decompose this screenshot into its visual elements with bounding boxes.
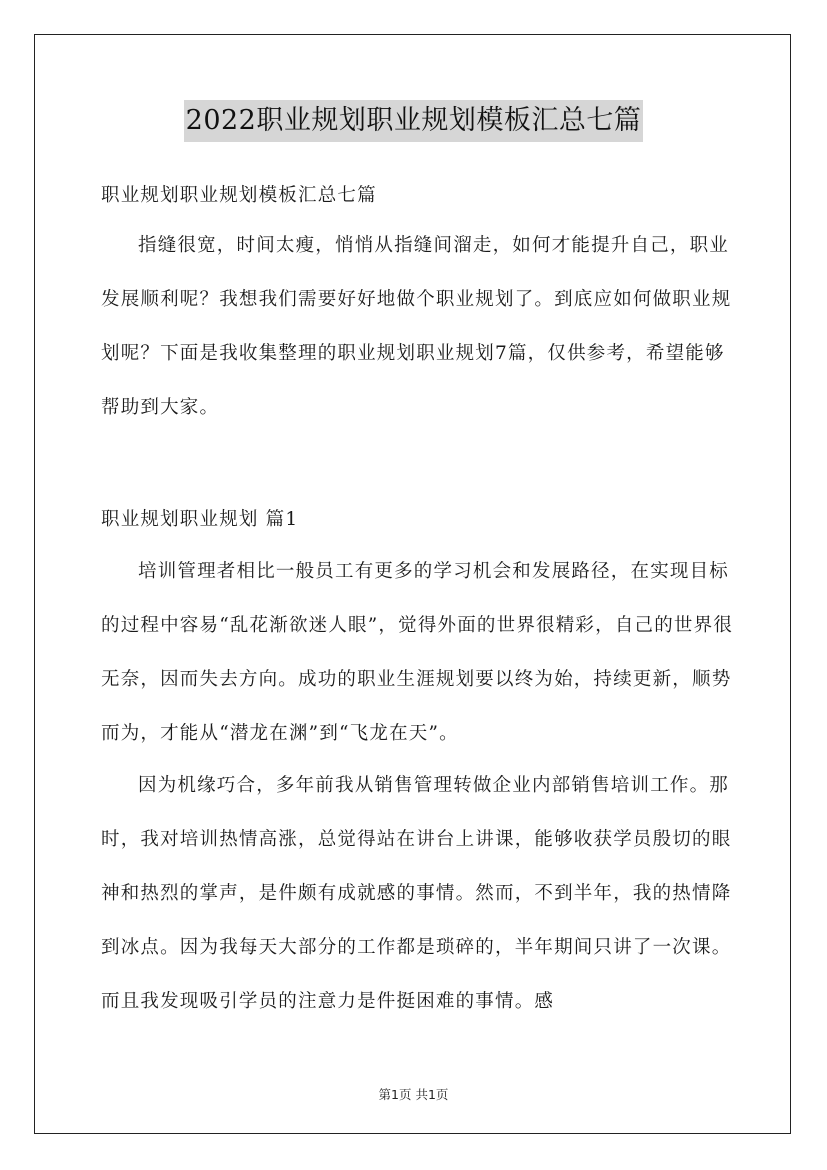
intro-paragraph: 指缝很宽，时间太瘦，悄悄从指缝间溜走，如何才能提升自己，职业发展顺利呢？我想我们需要好好地做个职业规划了。到底应如何做职业规划呢？下面是我收集整理的职业规划职业规划7篇，仅供参考，希望能够帮助到大家。 — [101, 235, 732, 418]
document-subtitle: 职业规划职业规划模板汇总七篇 — [101, 185, 377, 206]
page-number: 第1页 共1页 — [378, 1087, 449, 1102]
document-title: 2022职业规划职业规划模板汇总七篇 — [184, 100, 644, 142]
section-paragraph-1: 培训管理者相比一般员工有更多的学习机会和发展路径，在实现目标的过程中容易“乱花渐欲迷人眼”，觉得外面的世界很精彩，自己的世界很无奈，因而失去方向。成功的职业生涯规划要以终为始，持续更新，顺势而为，才能从“潜龙在渊”到“飞龙在天”。 — [101, 561, 734, 744]
section-paragraph-2: 因为机缘巧合，多年前我从销售管理转做企业内部销售培训工作。那时，我对培训热情高涨，总觉得站在讲台上讲课，能够收获学员殷切的眼神和热烈的掌声，是件颇有成就感的事情。然而，不到半年，我的热情降到冰点。因为我每天大部分的工作都是琐碎的，半年期间只讲了一次课。而且我发现吸引学员的注意力是件挺困难的事情。感 — [101, 775, 732, 1012]
section-heading: 职业规划职业规划 篇1 — [101, 509, 299, 530]
title-container — [0, 100, 827, 142]
